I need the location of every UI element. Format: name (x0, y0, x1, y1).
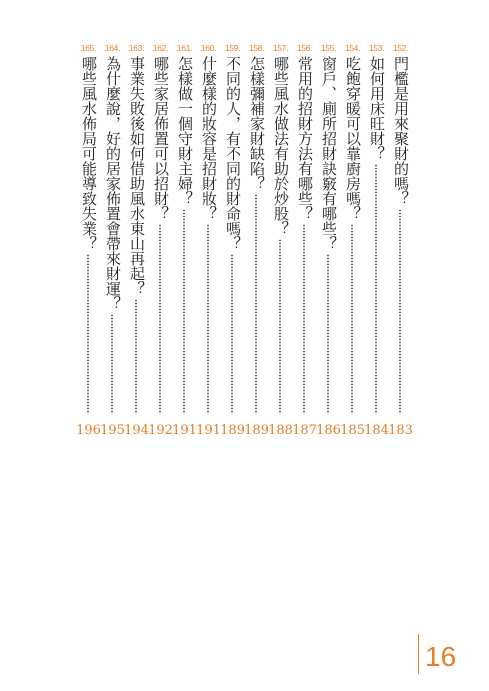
table-of-contents (76, 43, 413, 444)
entry-number: 153. (368, 43, 385, 53)
entry-number: 160. (200, 43, 217, 53)
entry-number: 156. (296, 43, 313, 53)
entry-title: 哪些風水佈局可能導致失業？ (80, 56, 98, 251)
entry-number: 164. (104, 43, 121, 53)
entry-page-number: 189 (244, 423, 269, 438)
entry-number: 155. (320, 43, 337, 53)
entry-number: 157. (272, 43, 289, 53)
entry-page-number: 191 (172, 423, 197, 438)
entry-number: 158. (248, 43, 265, 53)
toc-entry[interactable] (124, 43, 149, 444)
dot-leader (183, 209, 185, 414)
dot-leader (207, 224, 209, 414)
dot-leader (111, 314, 113, 414)
entry-title: 吃飽穿暖可以靠廚房嗎？ (344, 56, 362, 221)
entry-page-number: 196 (76, 423, 101, 438)
toc-entry[interactable] (244, 43, 269, 444)
entry-title: 門檻是用來聚財的嗎？ (392, 56, 410, 206)
entry-title: 哪些家居佈置可以招財？ (152, 56, 170, 221)
entry-number: 161. (176, 43, 193, 53)
entry-number: 165. (80, 43, 97, 53)
entry-title: 常用的招財方法有哪些？ (296, 56, 314, 221)
dot-leader (303, 224, 305, 414)
entry-number: 162. (152, 43, 169, 53)
page-number: 16 (425, 641, 457, 672)
entry-number: 154. (344, 43, 361, 53)
dot-leader (87, 254, 89, 414)
dot-leader (231, 254, 233, 414)
entry-title: 怎樣彌補家財缺陷？ (248, 56, 266, 191)
entry-number: 163. (128, 43, 145, 53)
folio-divider (418, 634, 419, 674)
dot-leader (255, 194, 257, 414)
entry-title: 如何用床旺財？ (368, 56, 386, 161)
toc-entry[interactable] (220, 43, 245, 444)
entry-page-number: 192 (148, 423, 173, 438)
entry-title: 不同的人，有不同的財命嗎？ (224, 56, 242, 251)
entry-page-number: 185 (340, 423, 365, 438)
toc-entry[interactable] (388, 43, 413, 444)
toc-entry[interactable] (196, 43, 221, 444)
toc-entry[interactable] (148, 43, 173, 444)
dot-leader (327, 254, 329, 414)
dot-leader (351, 224, 353, 414)
entry-title: 什麼樣的妝容是招財妝？ (200, 56, 218, 221)
entry-number: 152. (392, 43, 409, 53)
toc-entry[interactable] (292, 43, 317, 444)
entry-title: 窗戶、廁所招財訣竅有哪些？ (320, 56, 338, 251)
dot-leader (399, 209, 401, 414)
entry-title: 哪些風水做法有助於炒股？ (272, 56, 290, 236)
entry-page-number: 189 (220, 423, 245, 438)
toc-entry[interactable] (76, 43, 101, 444)
toc-entry[interactable] (172, 43, 197, 444)
entry-page-number: 191 (196, 423, 221, 438)
toc-entry[interactable] (268, 43, 293, 444)
toc-entry[interactable] (340, 43, 365, 444)
dot-leader (135, 299, 137, 414)
entry-page-number: 186 (316, 423, 341, 438)
dot-leader (159, 224, 161, 414)
dot-leader (279, 239, 281, 414)
toc-entry[interactable] (364, 43, 389, 444)
entry-page-number: 183 (388, 423, 413, 438)
entry-number: 159. (224, 43, 241, 53)
entry-page-number: 184 (364, 423, 389, 438)
entry-page-number: 187 (292, 423, 317, 438)
entry-title: 事業失敗後如何借助風水東山再起？ (128, 56, 146, 296)
entry-page-number: 194 (124, 423, 149, 438)
entry-title: 為什麼說，好的居家佈置會帶來財運？ (104, 56, 122, 311)
dot-leader (375, 164, 377, 414)
entry-page-number: 195 (100, 423, 125, 438)
entry-page-number: 188 (268, 423, 293, 438)
toc-entry[interactable] (316, 43, 341, 444)
entry-title: 怎樣做一個守財主婦？ (176, 56, 194, 206)
toc-entry[interactable] (100, 43, 125, 444)
